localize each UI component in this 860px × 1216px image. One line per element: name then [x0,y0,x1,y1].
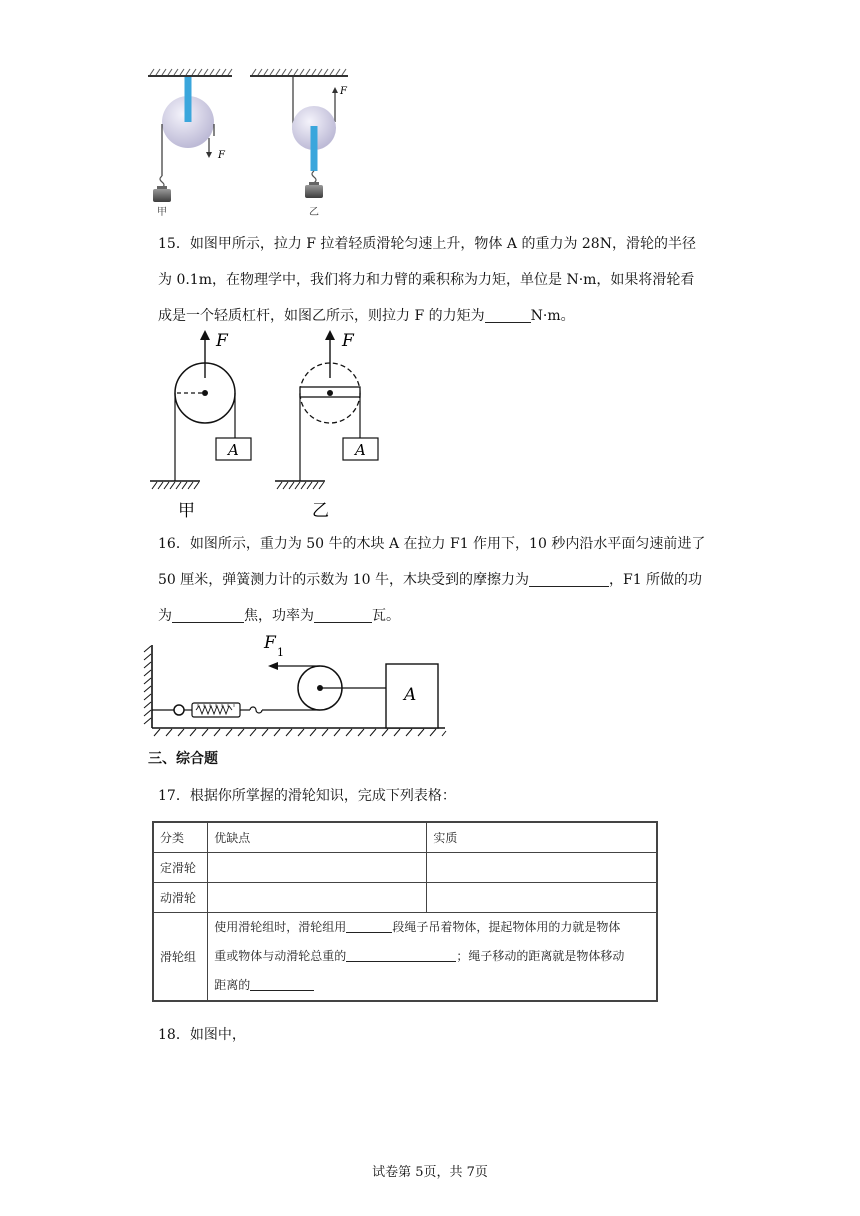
question-17-prompt [158,778,718,814]
page-footer: 试卷第 5页，共 7页 [372,1165,488,1180]
table-header-category: 分类 [153,822,208,853]
label-yi-top: 乙 [309,207,319,218]
q18-line: 18．如图中， [158,1027,246,1043]
force-label-yi: F [340,86,347,97]
force-label-15-yi: F [342,331,354,351]
table-row-movable-pulley [153,883,657,913]
answer-cell-fixed-pros-cons[interactable] [208,853,427,883]
q16-line-3-a: 为 [158,608,172,624]
table-row-fixed-pulley [153,853,657,883]
block-label-16: A [404,685,417,705]
answer-blank-q17-distance[interactable] [250,976,314,991]
q15-unit: N·m。 [530,308,575,324]
group-text-1: 使用滑轮组时，滑轮组用 [214,920,347,934]
answer-blank-q17-segments[interactable] [346,918,392,933]
q15-line-1: 15．如图甲所示，拉力 F 拉着轻质滑轮匀速上升，物体 A 的重力为 28N，滑轮的半径 [158,236,696,252]
group-text-3: 重或物体与动滑轮总重的 [214,949,347,963]
force-label-f1-subscript: 1 [277,646,284,659]
q15-line-3-text: 成是一个轻质杠杆，如图乙所示，则拉力 F 的力矩为 [158,308,485,324]
figure-pulleys-top [140,66,370,218]
group-text-2: 段绳子吊着物体，提起物体用的力就是物体 [392,920,621,934]
pulley-table [152,821,658,1002]
figure-q15-pulleys [140,326,380,522]
answer-cell-movable-pros-cons[interactable] [208,883,427,913]
answer-blank-q15[interactable] [485,306,531,323]
answer-cell-fixed-essence[interactable] [427,853,657,883]
group-text-4: ；绳子移动的距离就是物体移动 [456,949,625,963]
group-text-5: 距离的 [214,978,251,992]
q15-line-2: 为 0.1m，在物理学中，我们将力和力臂的乘积称为力矩，单位是 N·m，如果将滑轮看 [158,272,695,288]
table-header-row [153,822,657,853]
q16-line-2-tail: ，F1 所做的功 [608,572,703,588]
q16-line-3-c: 瓦。 [372,608,400,624]
q16-line-3-b: 焦，功率为 [244,608,314,624]
answer-cell-movable-essence[interactable] [427,883,657,913]
label-yi-15: 乙 [312,501,329,521]
figure-q16-spring-scale [140,630,450,740]
force-label-15-jia: F [216,331,228,351]
label-jia-15: 甲 [178,501,195,521]
table-cell-movable-pulley: 动滑轮 [153,883,208,913]
table-header-essence: 实质 [427,822,657,853]
block-label-15-yi: A [355,441,366,459]
answer-blank-q17-fraction[interactable] [346,947,456,962]
answer-blank-q16-power[interactable] [314,606,372,623]
q16-line-2-text: 50 厘米，弹簧测力计的示数为 10 牛，木块受到的摩擦力为 [158,572,529,588]
q16-line-3 [158,598,718,634]
q16-line-2 [158,562,718,598]
answer-blank-q16-work[interactable] [172,606,244,623]
section-title-3: 三、综合题 [148,751,218,767]
q16-line-1: 16．如图所示，重力为 50 牛的木块 A 在拉力 F1 作用下，10 秒内沿水平面匀速前进了 [158,536,706,552]
force-label-jia: F [218,150,225,161]
answer-blank-q16-friction[interactable] [529,570,609,587]
block-label-15-jia: A [228,441,239,459]
table-cell-pulley-group-text [208,913,657,1002]
table-header-pros-cons: 优缺点 [208,822,427,853]
question-15 [158,226,718,334]
question-16 [158,526,718,634]
table-row-pulley-group [153,913,657,1002]
label-jia-top: 甲 [157,207,167,218]
question-18 [158,1017,718,1053]
q17-line: 17．根据你所掌握的滑轮知识，完成下列表格： [158,788,456,804]
force-label-f1: F [264,633,276,653]
table-cell-fixed-pulley: 定滑轮 [153,853,208,883]
table-cell-pulley-group: 滑轮组 [153,913,208,1002]
